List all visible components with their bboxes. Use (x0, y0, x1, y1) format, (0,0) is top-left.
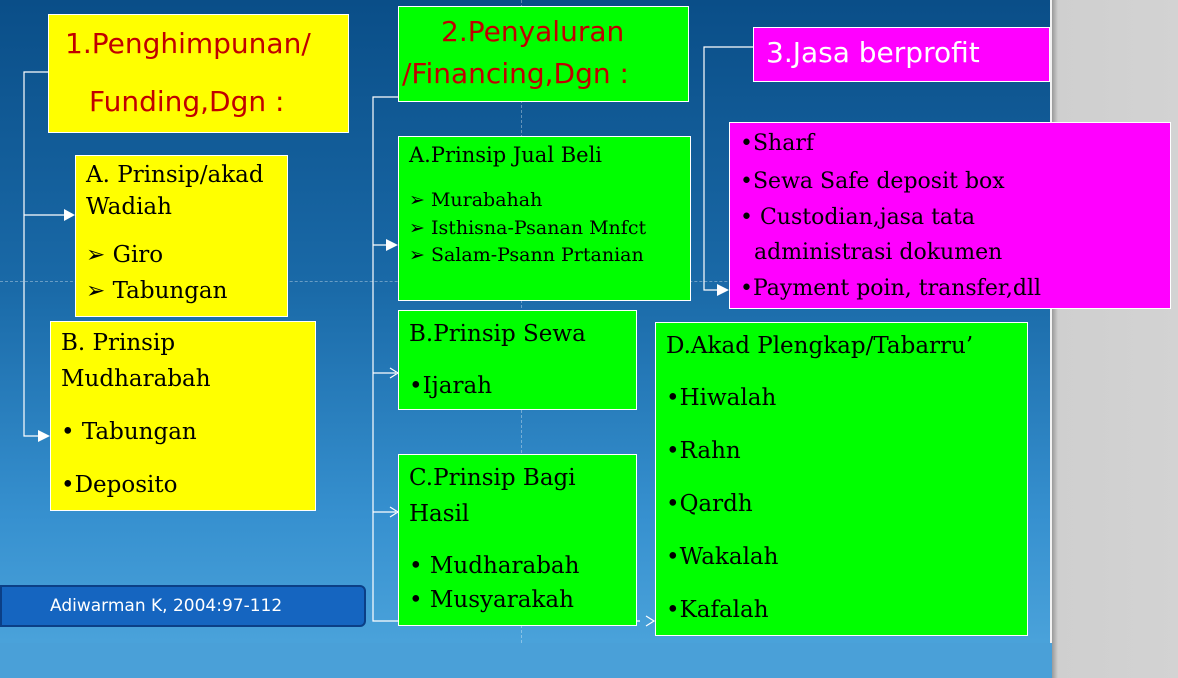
tabarru-box (655, 322, 1028, 636)
tabarru-item: •Qardh (666, 491, 753, 517)
jasa-services-box (729, 122, 1171, 309)
tabarru-item: •Wakalah (666, 544, 779, 570)
jasa-item: • Custodian,jasa tata (740, 205, 975, 230)
sewa-item: •Ijarah (409, 373, 493, 399)
jasa-item: administrasi dokumen (754, 240, 1003, 265)
financing-title-line2: /Financing,Dgn : (402, 57, 629, 90)
mudharabah-box (50, 321, 316, 511)
wadiah-item: ➢ Tabungan (86, 278, 228, 304)
jual-beli-box (398, 136, 691, 301)
jual-beli-item: ➢ Salam-Psann Prtanian (409, 244, 644, 266)
funding-title-line2: Funding,Dgn : (89, 85, 285, 118)
citation-label: Adiwarman K, 2004:97-112 (0, 585, 366, 627)
arrowhead-tabarru (646, 616, 654, 626)
bagi-hasil-box (398, 454, 637, 626)
funding-title-line1: 1.Penghimpunan/ (65, 27, 311, 60)
mudharabah-item: •Deposito (61, 472, 178, 498)
sewa-heading: B.Prinsip Sewa (409, 321, 586, 347)
bagi-hasil-heading-line2: Hasil (409, 501, 470, 527)
bagi-hasil-item: • Musyarakah (409, 587, 574, 613)
wadiah-heading-line2: Wadiah (86, 194, 172, 220)
funding-title-box (48, 14, 349, 133)
jual-beli-item: ➢ Isthisna-Psanan Mnfct (409, 217, 647, 239)
tabarru-item: •Hiwalah (666, 385, 777, 411)
bottom-strip (0, 643, 1052, 678)
mudharabah-item: • Tabungan (61, 419, 197, 445)
mudharabah-heading-line2: Mudharabah (61, 366, 211, 392)
wadiah-item: ➢ Giro (86, 242, 164, 268)
jasa-item: •Payment poin, transfer,dll (740, 276, 1042, 301)
financing-title-line1: 2.Penyaluran (441, 15, 625, 48)
tabarru-item: •Kafalah (666, 597, 769, 623)
jual-beli-item: ➢ Murabahah (409, 189, 543, 211)
bagi-hasil-heading-line1: C.Prinsip Bagi (409, 465, 576, 491)
financing-title-box (398, 6, 689, 102)
jasa-title-box (753, 27, 1050, 82)
arrowhead-jasa (717, 284, 729, 296)
jual-beli-heading: A.Prinsip Jual Beli (409, 143, 603, 167)
arrowhead-mudharabah (38, 430, 50, 442)
wadiah-heading-line1: A. Prinsip/akad (86, 162, 264, 188)
jasa-item: •Sharf (740, 131, 814, 156)
tabarru-item: •Rahn (666, 438, 741, 464)
right-gutter (1052, 0, 1178, 678)
jasa-item: •Sewa Safe deposit box (740, 169, 1005, 194)
mudharabah-heading-line1: B. Prinsip (61, 330, 176, 356)
sewa-box (398, 310, 637, 410)
arrowhead-jual-beli (386, 239, 398, 251)
bagi-hasil-item: • Mudharabah (409, 553, 580, 579)
arrowhead-wadiah (64, 209, 75, 221)
wadiah-box (75, 155, 288, 317)
jasa-title: 3.Jasa berprofit (766, 36, 980, 69)
tabarru-heading: D.Akad Plengkap/Tabarru’ (666, 333, 974, 359)
